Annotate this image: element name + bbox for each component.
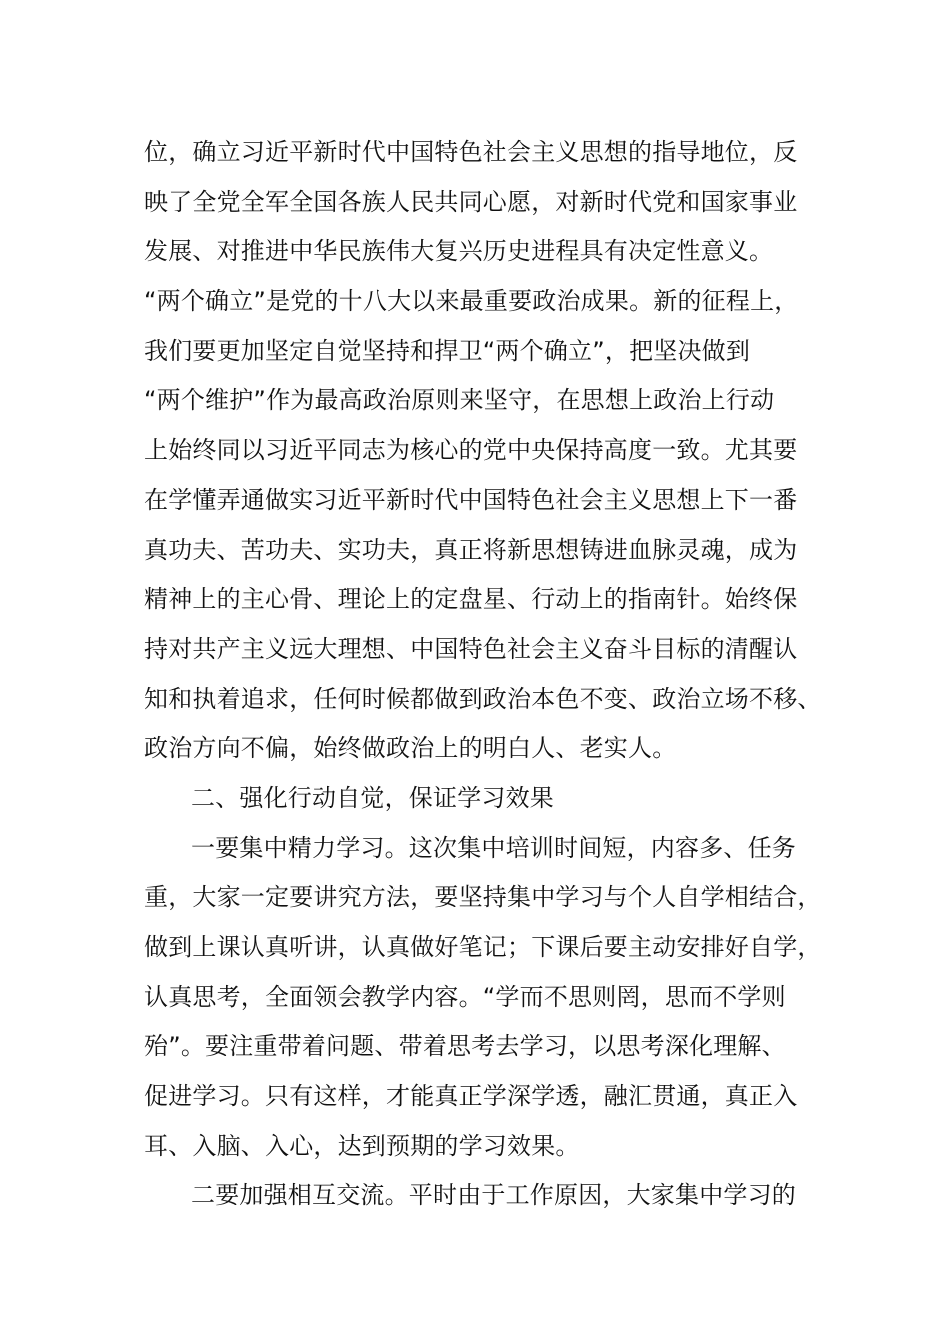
paragraph-start-line: 二要加强相互交流。平时由于工作原因，大家集中学习的	[191, 1181, 796, 1210]
text-line: “两个确立”是党的十八大以来最重要政治成果。新的征程上，	[144, 287, 799, 316]
text-line: 促进学习。只有这样，才能真正学深学透，融汇贯通，真正入	[144, 1082, 798, 1111]
text-line: 认真思考，全面领会教学内容。“学而不思则罔，思而不学则	[144, 982, 786, 1011]
text-line: 做到上课认真听讲，认真做好笔记；下课后要主动安排好自学，	[144, 933, 822, 961]
text-line: 知和执着追求，任何时候都做到政治本色不变、政治立场不移、	[144, 684, 822, 713]
text-line: 映了全党全军全国各族人民共同心愿，对新时代党和国家事业	[144, 187, 798, 216]
text-line: “两个维护”作为最高政治原则来坚守，在思想上政治上行动	[144, 386, 775, 415]
text-line: 位，确立习近平新时代中国特色社会主义思想的指导地位，反	[144, 138, 798, 166]
text-line: 持对共产主义远大理想、中国特色社会主义奋斗目标的清醒认	[144, 634, 798, 663]
text-line: 发展、对推进中华民族伟大复兴历史进程具有决定性意义。	[144, 237, 774, 266]
text-line: 政治方向不偏，始终做政治上的明白人、老实人。	[144, 734, 677, 763]
text-line: 在学懂弄通做实习近平新时代中国特色社会主义思想上下一番	[144, 485, 798, 514]
text-line: 耳、入脑、入心，达到预期的学习效果。	[144, 1131, 580, 1160]
body-text	[144, 128, 824, 1221]
section-heading: 二、强化行动自觉，保证学习效果	[191, 783, 554, 812]
paragraph-start-line: 一要集中精力学习。这次集中培训时间短，内容多、任务	[191, 833, 796, 862]
text-line: 精神上的主心骨、理论上的定盘星、行动上的指南针。始终保	[144, 585, 798, 614]
text-line: 我们要更加坚定自觉坚持和捍卫“两个确立”，把坚决做到	[144, 336, 751, 365]
text-line: 上始终同以习近平同志为核心的党中央保持高度一致。尤其要	[144, 436, 798, 465]
text-line: 殆”。要注重带着问题、带着思考去学习，以思考深化理解、	[144, 1032, 786, 1061]
text-line: 真功夫、苦功夫、实功夫，真正将新思想铸进血脉灵魂，成为	[144, 535, 798, 564]
text-line: 重，大家一定要讲究方法，要坚持集中学习与个人自学相结合，	[144, 883, 822, 912]
